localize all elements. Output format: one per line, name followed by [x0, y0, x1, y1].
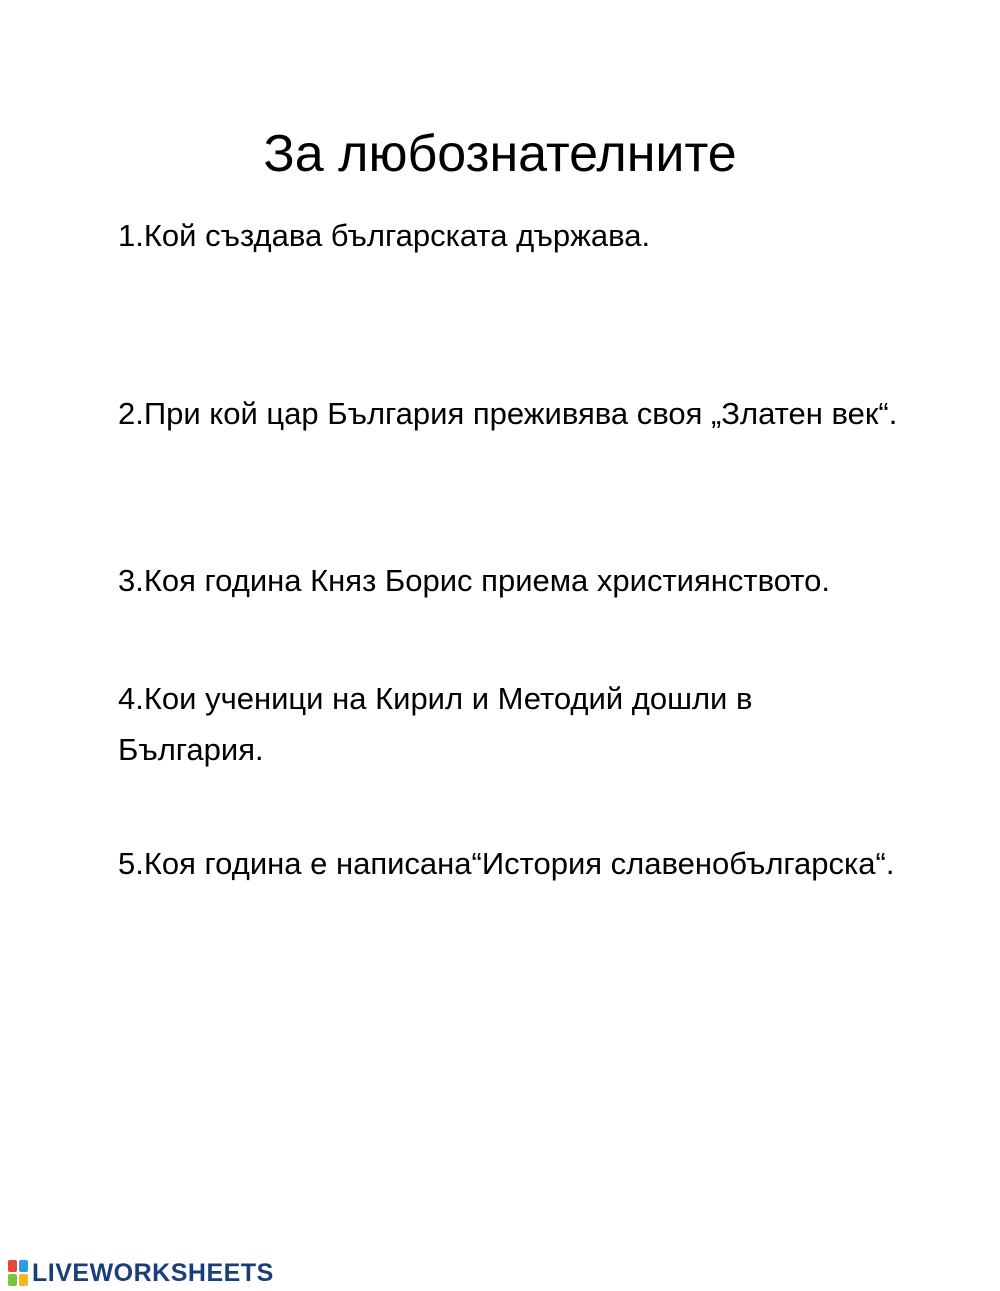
question-3: 3.Коя година Княз Борис приема християнството. [118, 563, 830, 598]
page-title: За любознателните [263, 125, 737, 183]
question-5: 5.Коя година е написана“История славенобългарска“. [118, 846, 895, 881]
question-4: 4.Кои ученици на Кирил и Методий дошли в България. [118, 681, 753, 767]
liveworksheets-logo-icon [8, 1260, 28, 1286]
question-1: 1.Кой създава българската държава. [118, 218, 651, 253]
brand-watermark [8, 1258, 274, 1288]
question-2: 2.При кой цар България преживява своя „Златен век“. [118, 396, 898, 431]
brand-text: LIVEWORKSHEETS [32, 1259, 274, 1287]
